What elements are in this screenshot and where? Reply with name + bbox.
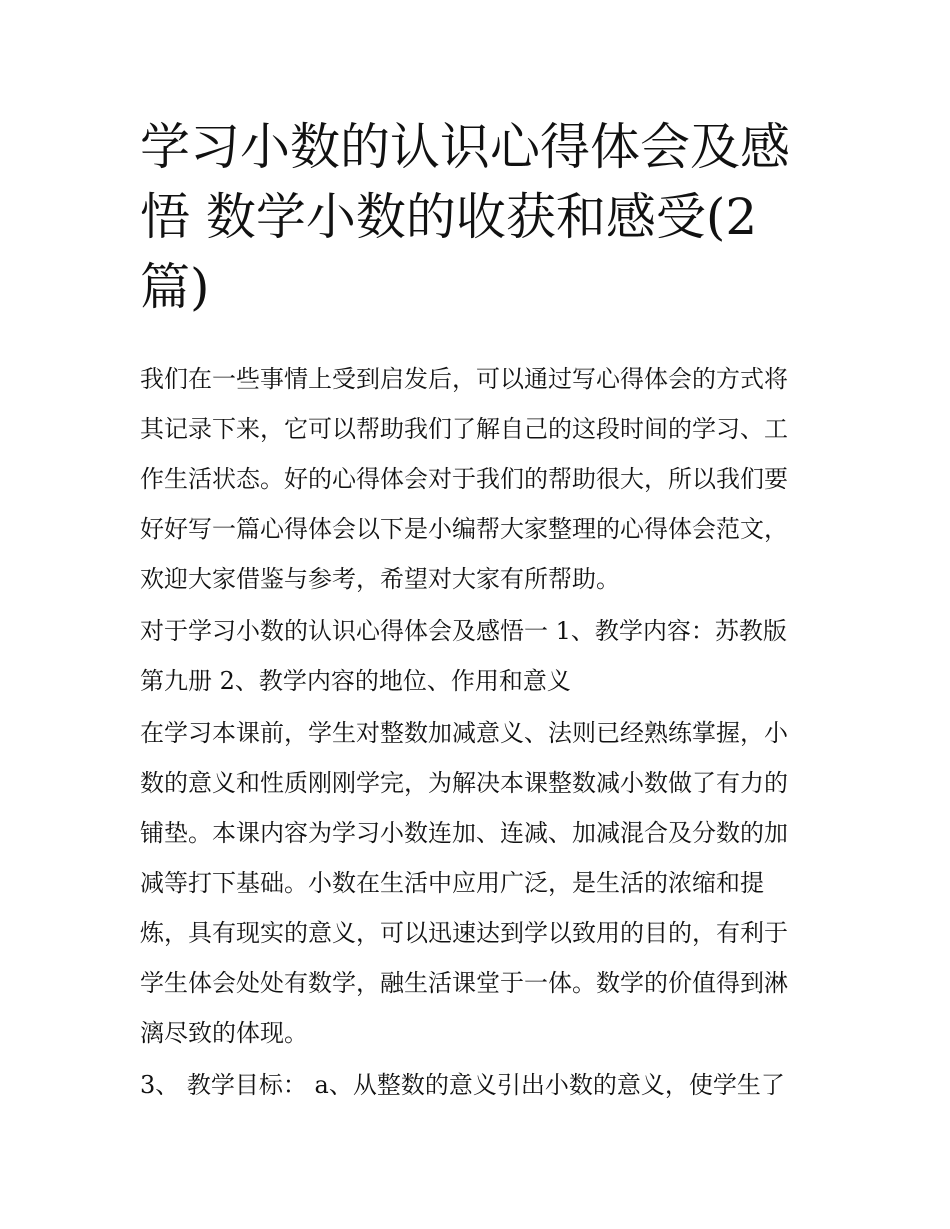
text-line: 欢迎大家借鉴与参考，希望对大家有所帮助。 xyxy=(140,565,620,593)
text-line: 铺垫。本课内容为学习小数连加、连减、加减混合及分数的加 xyxy=(140,819,788,847)
text-line: 其记录下来，它可以帮助我们了解自己的这段时间的学习、工 xyxy=(140,415,788,443)
title-line: 篇) xyxy=(140,258,210,316)
text-line: 作生活状态。好的心得体会对于我们的帮助很大，所以我们要 xyxy=(140,465,788,493)
title-line: 悟 数学小数的收获和感受(2 xyxy=(140,188,758,246)
content-paragraph xyxy=(140,606,812,706)
text-line: 对于学习小数的认识心得体会及感悟一 1、教学内容：苏教版 xyxy=(140,617,787,645)
text-line: 数的意义和性质刚刚学完，为解决本课整数减小数做了有力的 xyxy=(140,769,788,797)
text-line: 炼，具有现实的意义，可以迅速达到学以致用的目的，有利于 xyxy=(140,919,788,947)
analysis-paragraph xyxy=(140,708,812,1058)
text-line: 在学习本课前，学生对整数加减意义、法则已经熟练掌握，小 xyxy=(140,719,788,747)
text-line: 减等打下基础。小数在生活中应用广泛，是生活的浓缩和提 xyxy=(140,869,764,897)
document-title xyxy=(140,112,812,322)
text-line: 我们在一些事情上受到启发后，可以通过写心得体会的方式将 xyxy=(140,365,788,393)
text-line: 第九册 2、教学内容的地位、作用和意义 xyxy=(140,667,571,695)
text-line: 好好写一篇心得体会以下是小编帮大家整理的心得体会范文， xyxy=(140,515,788,543)
title-line: 学习小数的认识心得体会及感 xyxy=(140,118,790,176)
text-line: 漓尽致的体现。 xyxy=(140,1019,308,1047)
objective-paragraph xyxy=(140,1060,812,1110)
intro-paragraph xyxy=(140,354,812,604)
text-line: 学生体会处处有数学，融生活课堂于一体。数学的价值得到淋 xyxy=(140,969,788,997)
text-line: 3、 教学目标： a、从整数的意义引出小数的意义，使学生了 xyxy=(140,1071,785,1099)
